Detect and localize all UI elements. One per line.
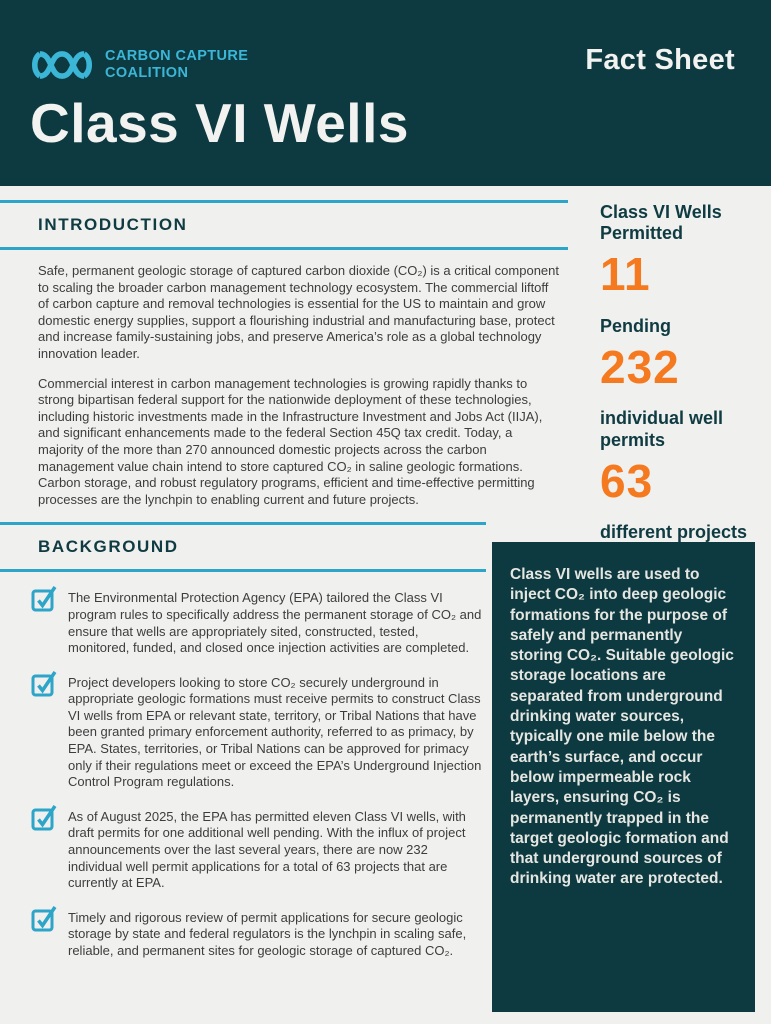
introduction-paragraph-1: Safe, permanent geologic storage of captured carbon dioxide (CO₂) is a critical component to scaling the broader carbon management technology ecosystem. The commercial liftoff of carbon capture and removal technologies is essential for the US to maintain and grow domestic energy supplies, support a flourishing industrial and manufacturing base, protect and increase family-sustaining jobs, and preserve America’s role as a global technology innovation leader. [38, 263, 559, 361]
masthead [0, 0, 771, 186]
brand-name [105, 48, 248, 83]
brand [30, 44, 248, 86]
checkbox-check-icon [30, 584, 58, 612]
introduction-heading: INTRODUCTION [38, 215, 188, 234]
coalition-logo-icon [30, 44, 94, 86]
bullet-text: The Environmental Protection Agency (EPA) tailored the Class VI program rules to specifically address the permanent storage of CO₂ and ensure that wells are appropriately sited, constructed, tested, monitored, funded, and closed once injection activities are completed. [68, 590, 482, 656]
background-section-head [0, 522, 486, 572]
introduction-paragraph-2: Commercial interest in carbon management technologies is growing rapidly thanks to strong bipartisan federal support for the nationwide deployment of these technologies, including historic investments made in the Infrastructure Investment and Jobs Act (IIJA), and significant enhancements made to the federal Section 45Q tax credit. Today, a majority of the more than 270 announced domestic projects across the carbon management value chain intend to store captured CO₂ in saline geologic formations. Carbon storage, and robust regulatory programs, efficient and time-effective permitting processes are the lynchpin to enabling current and future projects. [38, 375, 543, 507]
background-heading: BACKGROUND [38, 537, 179, 557]
doc-type-badge: Fact Sheet [585, 44, 735, 76]
page-title: Class VI Wells [30, 92, 409, 154]
bullet-text: Timely and rigorous review of permit applications for secure geologic storage by state and federal regulators is the lynchpin in scaling safe, reliable, and permanent sites for geologic storage of captured CO₂. [68, 909, 467, 958]
stat-projects-caption: different projects [600, 522, 748, 543]
callout-box [492, 542, 755, 1012]
bullet-text: Project developers looking to store CO₂ securely underground in appropriate geologic formations must receive permits to construct Class VI wells from EPA or relevant state, territory, or Tribal Nations that have been granted primary enforcement authority, referred to as primacy, by EPA. States, territories, or Tribal Nations can be approved for primacy only if their regulations meet or exceed the EPA’s Underground Injection Control Program regulations. [68, 674, 482, 790]
stat-pending-label: Pending [600, 315, 671, 336]
stat-pending-value: 232 [600, 341, 680, 393]
stat-projects-value: 63 [600, 454, 654, 507]
introduction-section-head [0, 200, 568, 250]
stat-permitted-label: Class VI Wells Permitted [600, 202, 722, 244]
stat-pending-caption: individual well permits [600, 408, 724, 450]
checkbox-check-icon [30, 669, 58, 697]
stats-rail [600, 202, 764, 543]
checkbox-check-icon [30, 904, 58, 932]
brand-line2: COALITION [105, 65, 189, 81]
brand-line1: CARBON CAPTURE [105, 47, 249, 64]
callout-text: Class VI wells are used to inject CO₂ into deep geologic formations for the purpose of safely and permanently storing CO₂. Suitable geologic storage locations are separated from underground drinking water sources, typically one mile below the earth’s surface, and occur below impermeable rock layers, ensuring CO₂ is permanently trapped in the target geologic formation and that underground sources of drinking water are protected. [510, 566, 734, 888]
brand-row [30, 44, 735, 86]
checkbox-check-icon [30, 803, 58, 831]
bullet-text: As of August 2025, the EPA has permitted eleven Class VI wells, with draft permits for one additional well pending. With the influx of project announcements over the last several years, there are now 232 individual well permit applications for a total of 63 projects that are currently at EPA. [68, 808, 466, 891]
stat-permitted-value: 11 [600, 248, 651, 301]
